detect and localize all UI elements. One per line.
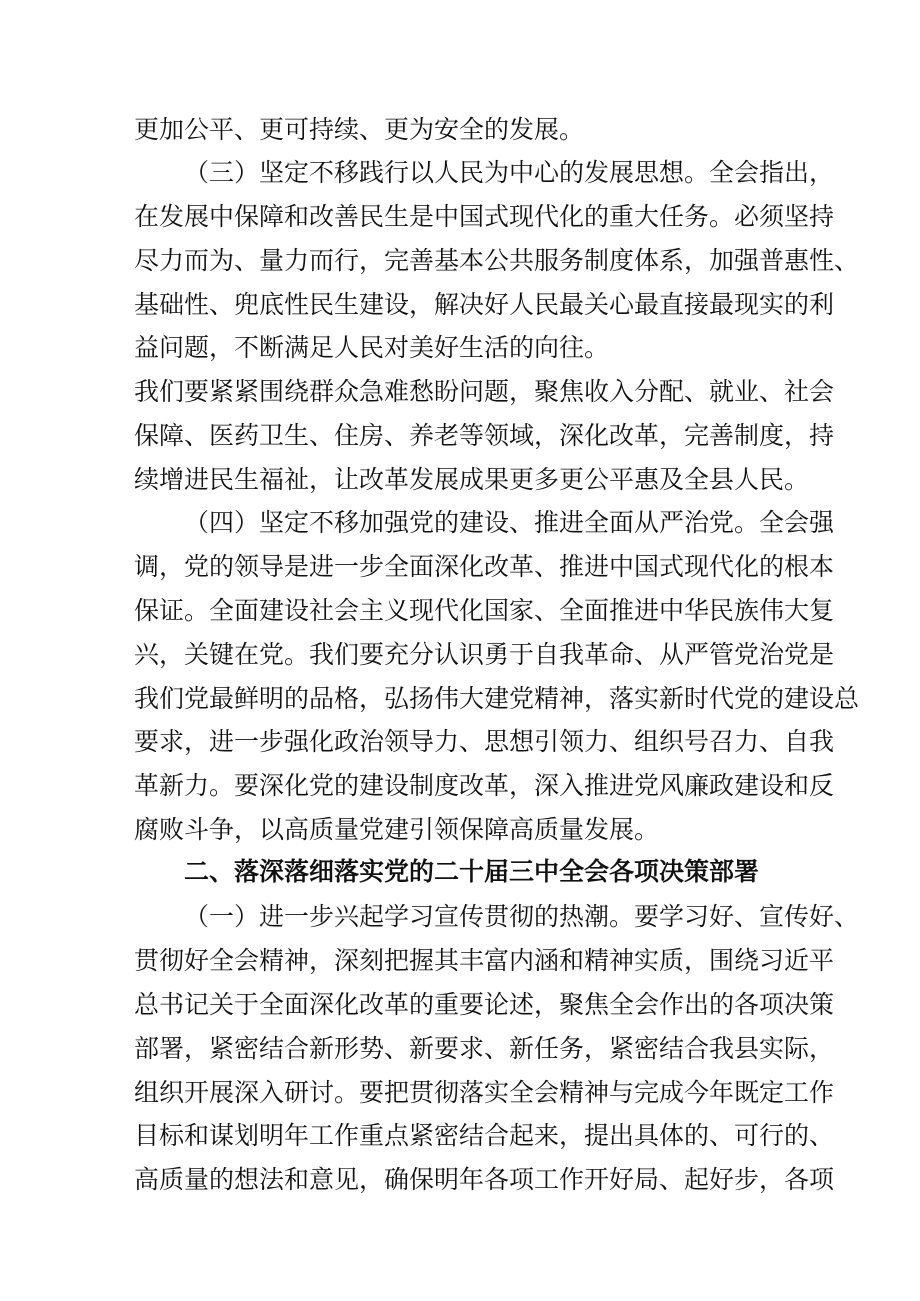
text-line-3: 在发展中保障和改善民生是中国式现代化的重大任务。必须坚持: [134, 202, 835, 231]
text-line-10: （四）坚定不移加强党的建设、推进全面从严治党。全会强: [184, 508, 835, 537]
text-line-17: 腐败斗争，以高质量党建引领保障高质量发展。: [134, 815, 660, 844]
text-line-19: （一）进一步兴起学习宣传贯彻的热潮。要学习好、宣传好、: [184, 902, 860, 931]
text-line-20: 贯彻好全会精神，深刻把握其丰富内涵和精神实质，围绕习近平: [134, 946, 835, 975]
text-line-11: 调，党的领导是进一步全面深化改革、推进中国式现代化的根本: [134, 552, 835, 581]
text-line-24: 目标和谋划明年工作重点紧密结合起来，提出具体的、可行的、: [134, 1121, 835, 1150]
text-line-13: 兴，关键在党。我们要充分认识勇于自我革命、从严管党治党是: [134, 640, 835, 669]
text-line-2: （三）坚定不移践行以人民为中心的发展思想。全会指出，: [184, 158, 835, 187]
text-line-7: 我们要紧紧围绕群众急难愁盼问题，聚焦收入分配、就业、社会: [134, 377, 835, 406]
text-line-9: 续增进民生福祉，让改革发展成果更多更公平惠及全县人民。: [134, 465, 810, 494]
text-line-5: 基础性、兜底性民生建设，解决好人民最关心最直接最现实的利: [134, 290, 835, 319]
text-line-6: 益问题，不断满足人民对美好生活的向往。: [134, 333, 610, 362]
text-line-15: 要求，进一步强化政治领导力、思想引领力、组织号召力、自我: [134, 727, 835, 756]
text-line-8: 保障、医药卫生、住房、养老等领域，深化改革，完善制度，持: [134, 421, 835, 450]
text-line-25: 高质量的想法和意见，确保明年各项工作开好局、起好步，各项: [134, 1165, 835, 1194]
section-heading: 二、落深落细落实党的二十届三中全会各项决策部署: [184, 857, 760, 886]
text-line-16: 革新力。要深化党的建设制度改革，深入推进党风廉政建设和反: [134, 771, 835, 800]
text-line-22: 部署，紧密结合新形势、新要求、新任务，紧密结合我县实际，: [134, 1034, 835, 1063]
text-line-12: 保证。全面建设社会主义现代化国家、全面推进中华民族伟大复: [134, 596, 835, 625]
text-line-21: 总书记关于全面深化改革的重要论述，聚焦全会作出的各项决策: [134, 990, 835, 1019]
text-line-4: 尽力而为、量力而行，完善基本公共服务制度体系，加强普惠性、: [134, 246, 860, 275]
text-line-1: 更加公平、更可持续、更为安全的发展。: [134, 115, 585, 144]
text-line-14: 我们党最鲜明的品格，弘扬伟大建党精神，落实新时代党的建设总: [134, 684, 860, 713]
text-line-23: 组织开展深入研讨。要把贯彻落实全会精神与完成今年既定工作: [134, 1078, 835, 1107]
